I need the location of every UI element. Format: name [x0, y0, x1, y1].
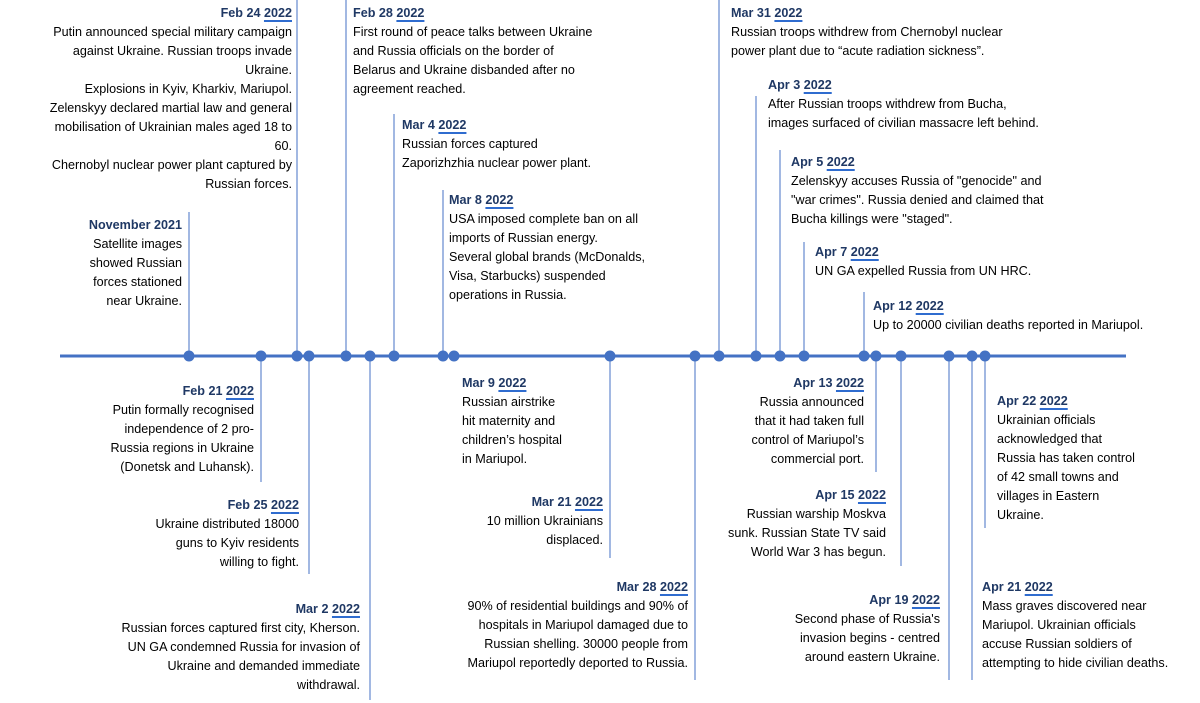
event-dot-apr-15 — [896, 351, 907, 362]
event-date: Apr 7 2022 — [815, 245, 879, 259]
event-description: Mass graves discovered near Mariupol. Ukrainian officials accuse Russian soldiers of attempting to hide civilian deaths. — [982, 599, 1169, 670]
event-description: UN GA expelled Russia from UN HRC. — [815, 264, 1032, 278]
event-dot-feb-25 — [304, 351, 315, 362]
event-dot-apr-13 — [871, 351, 882, 362]
event-description: Russian warship Moskva sunk. Russian State TV said World War 3 has begun. — [728, 507, 886, 559]
event-date: Mar 4 2022 — [402, 118, 467, 132]
event-description: Zelenskyy accuses Russia of "genocide" and "war crimes". Russia denied and claimed that Bucha killings were "staged". — [791, 174, 1044, 226]
event-mar-21 — [430, 493, 603, 550]
event-apr-19 — [740, 591, 940, 667]
event-mar-9 — [462, 374, 612, 469]
event-description: Russian forces captured first city, Kherson. UN GA condemned Russia for invasion of Ukraine and demanded immediate withdrawal. — [121, 621, 360, 692]
event-dot-mar-21 — [605, 351, 616, 362]
event-description: Up to 20000 civilian deaths reported in Mariupol. — [873, 318, 1144, 332]
event-description: Satellite images showed Russian forces stationed near Ukraine. — [89, 237, 182, 308]
event-date: Mar 2 2022 — [295, 602, 360, 616]
event-date: Apr 22 2022 — [997, 394, 1068, 408]
event-description: Putin announced special military campaign against Ukraine. Russian troops invade Ukraine. Explosions in Kyiv, Kharkiv, Mariupol. Zelenskyy declared martial law and general mobilisation of Ukrainian males aged 18 to 60. Chernobyl nuclear power plant captured by Russian forces. — [49, 25, 292, 191]
event-description: Ukrainian officials acknowledged that Russia has taken control of 42 small towns and villages in Eastern Ukraine. — [997, 413, 1135, 522]
event-dot-mar-28 — [690, 351, 701, 362]
event-feb-24 — [8, 4, 292, 194]
event-description: After Russian troops withdrew from Bucha, images surfaced of civilian massacre left behind. — [768, 97, 1039, 130]
event-dot-apr-12 — [859, 351, 870, 362]
event-description: Russian forces captured Zaporizhzhia nuclear power plant. — [402, 137, 592, 170]
event-date: Apr 13 2022 — [793, 376, 864, 390]
event-apr-21 — [982, 578, 1200, 673]
event-description: 90% of residential buildings and 90% of hospitals in Mariupol damaged due to Russian shelling. 30000 people from Mariupol reportedly deported to Russia. — [467, 599, 688, 670]
event-mar-4 — [402, 116, 662, 173]
event-description: Russian troops withdrew from Chernobyl nuclear power plant due to “acute radiation sickness”. — [731, 25, 1003, 58]
event-date: Apr 3 2022 — [768, 78, 832, 92]
event-description: Russia announced that it had taken full control of Mariupol’s commercial port. — [751, 395, 864, 466]
event-feb-28 — [353, 4, 653, 99]
event-description: Second phase of Russia's invasion begins - centred around eastern Ukraine. — [794, 612, 940, 664]
event-date: Apr 19 2022 — [869, 593, 940, 607]
event-mar-28 — [400, 578, 688, 673]
event-date: Feb 25 2022 — [227, 498, 299, 512]
event-dot-feb-21 — [256, 351, 267, 362]
event-dot-apr-3 — [751, 351, 762, 362]
event-apr-15 — [700, 486, 886, 562]
event-date: Mar 31 2022 — [731, 6, 803, 20]
event-date: Apr 21 2022 — [982, 580, 1053, 594]
event-description: First round of peace talks between Ukraine and Russia officials on the border of Belarus and Ukraine disbanded after no agreement reached. — [353, 25, 593, 96]
event-apr-22 — [997, 392, 1177, 525]
event-date: Mar 9 2022 — [462, 376, 527, 390]
event-apr-12 — [873, 297, 1198, 335]
event-dot-mar-8 — [438, 351, 449, 362]
event-feb-25 — [100, 496, 299, 572]
event-apr-7 — [815, 243, 1115, 281]
event-date: Apr 15 2022 — [815, 488, 886, 502]
event-date: Apr 12 2022 — [873, 299, 944, 313]
event-apr-5 — [791, 153, 1121, 229]
event-description: 10 million Ukrainians displaced. — [486, 514, 603, 547]
event-description: USA imposed complete ban on all imports of Russian energy. Several global brands (McDonalds, Visa, Starbucks) suspended operations in Russia. — [449, 212, 646, 302]
event-mar-2 — [70, 600, 360, 695]
event-date: Mar 28 2022 — [616, 580, 688, 594]
event-date: Mar 21 2022 — [531, 495, 603, 509]
event-date: Apr 5 2022 — [791, 155, 855, 169]
event-dot-apr-19 — [944, 351, 955, 362]
event-description: Russian airstrike hit maternity and children’s hospital in Mariupol. — [462, 395, 562, 466]
event-nov-2021 — [58, 216, 182, 311]
event-dot-feb-28 — [341, 351, 352, 362]
event-dot-apr-21 — [967, 351, 978, 362]
event-date: Mar 8 2022 — [449, 193, 514, 207]
event-dot-apr-5 — [775, 351, 786, 362]
event-date: Feb 24 2022 — [220, 6, 292, 20]
event-mar-8 — [449, 191, 709, 305]
event-dot-apr-22 — [980, 351, 991, 362]
event-date: Feb 21 2022 — [182, 384, 254, 398]
event-dot-mar-31 — [714, 351, 725, 362]
event-feb-21 — [70, 382, 254, 477]
event-dot-nov-2021 — [184, 351, 195, 362]
event-dot-mar-9 — [449, 351, 460, 362]
event-apr-3 — [768, 76, 1138, 133]
event-date: Feb 28 2022 — [353, 6, 425, 20]
event-dot-feb-24 — [292, 351, 303, 362]
event-date: November 2021 — [88, 218, 182, 232]
event-description: Putin formally recognised independence of 2 pro- Russia regions in Ukraine (Donetsk and Luhansk). — [110, 403, 254, 474]
event-mar-31 — [731, 4, 1071, 61]
event-description: Ukraine distributed 18000 guns to Kyiv residents willing to fight. — [155, 517, 299, 569]
event-dot-mar-4 — [389, 351, 400, 362]
event-dot-mar-2 — [365, 351, 376, 362]
event-dot-apr-7 — [799, 351, 810, 362]
event-apr-13 — [700, 374, 864, 469]
